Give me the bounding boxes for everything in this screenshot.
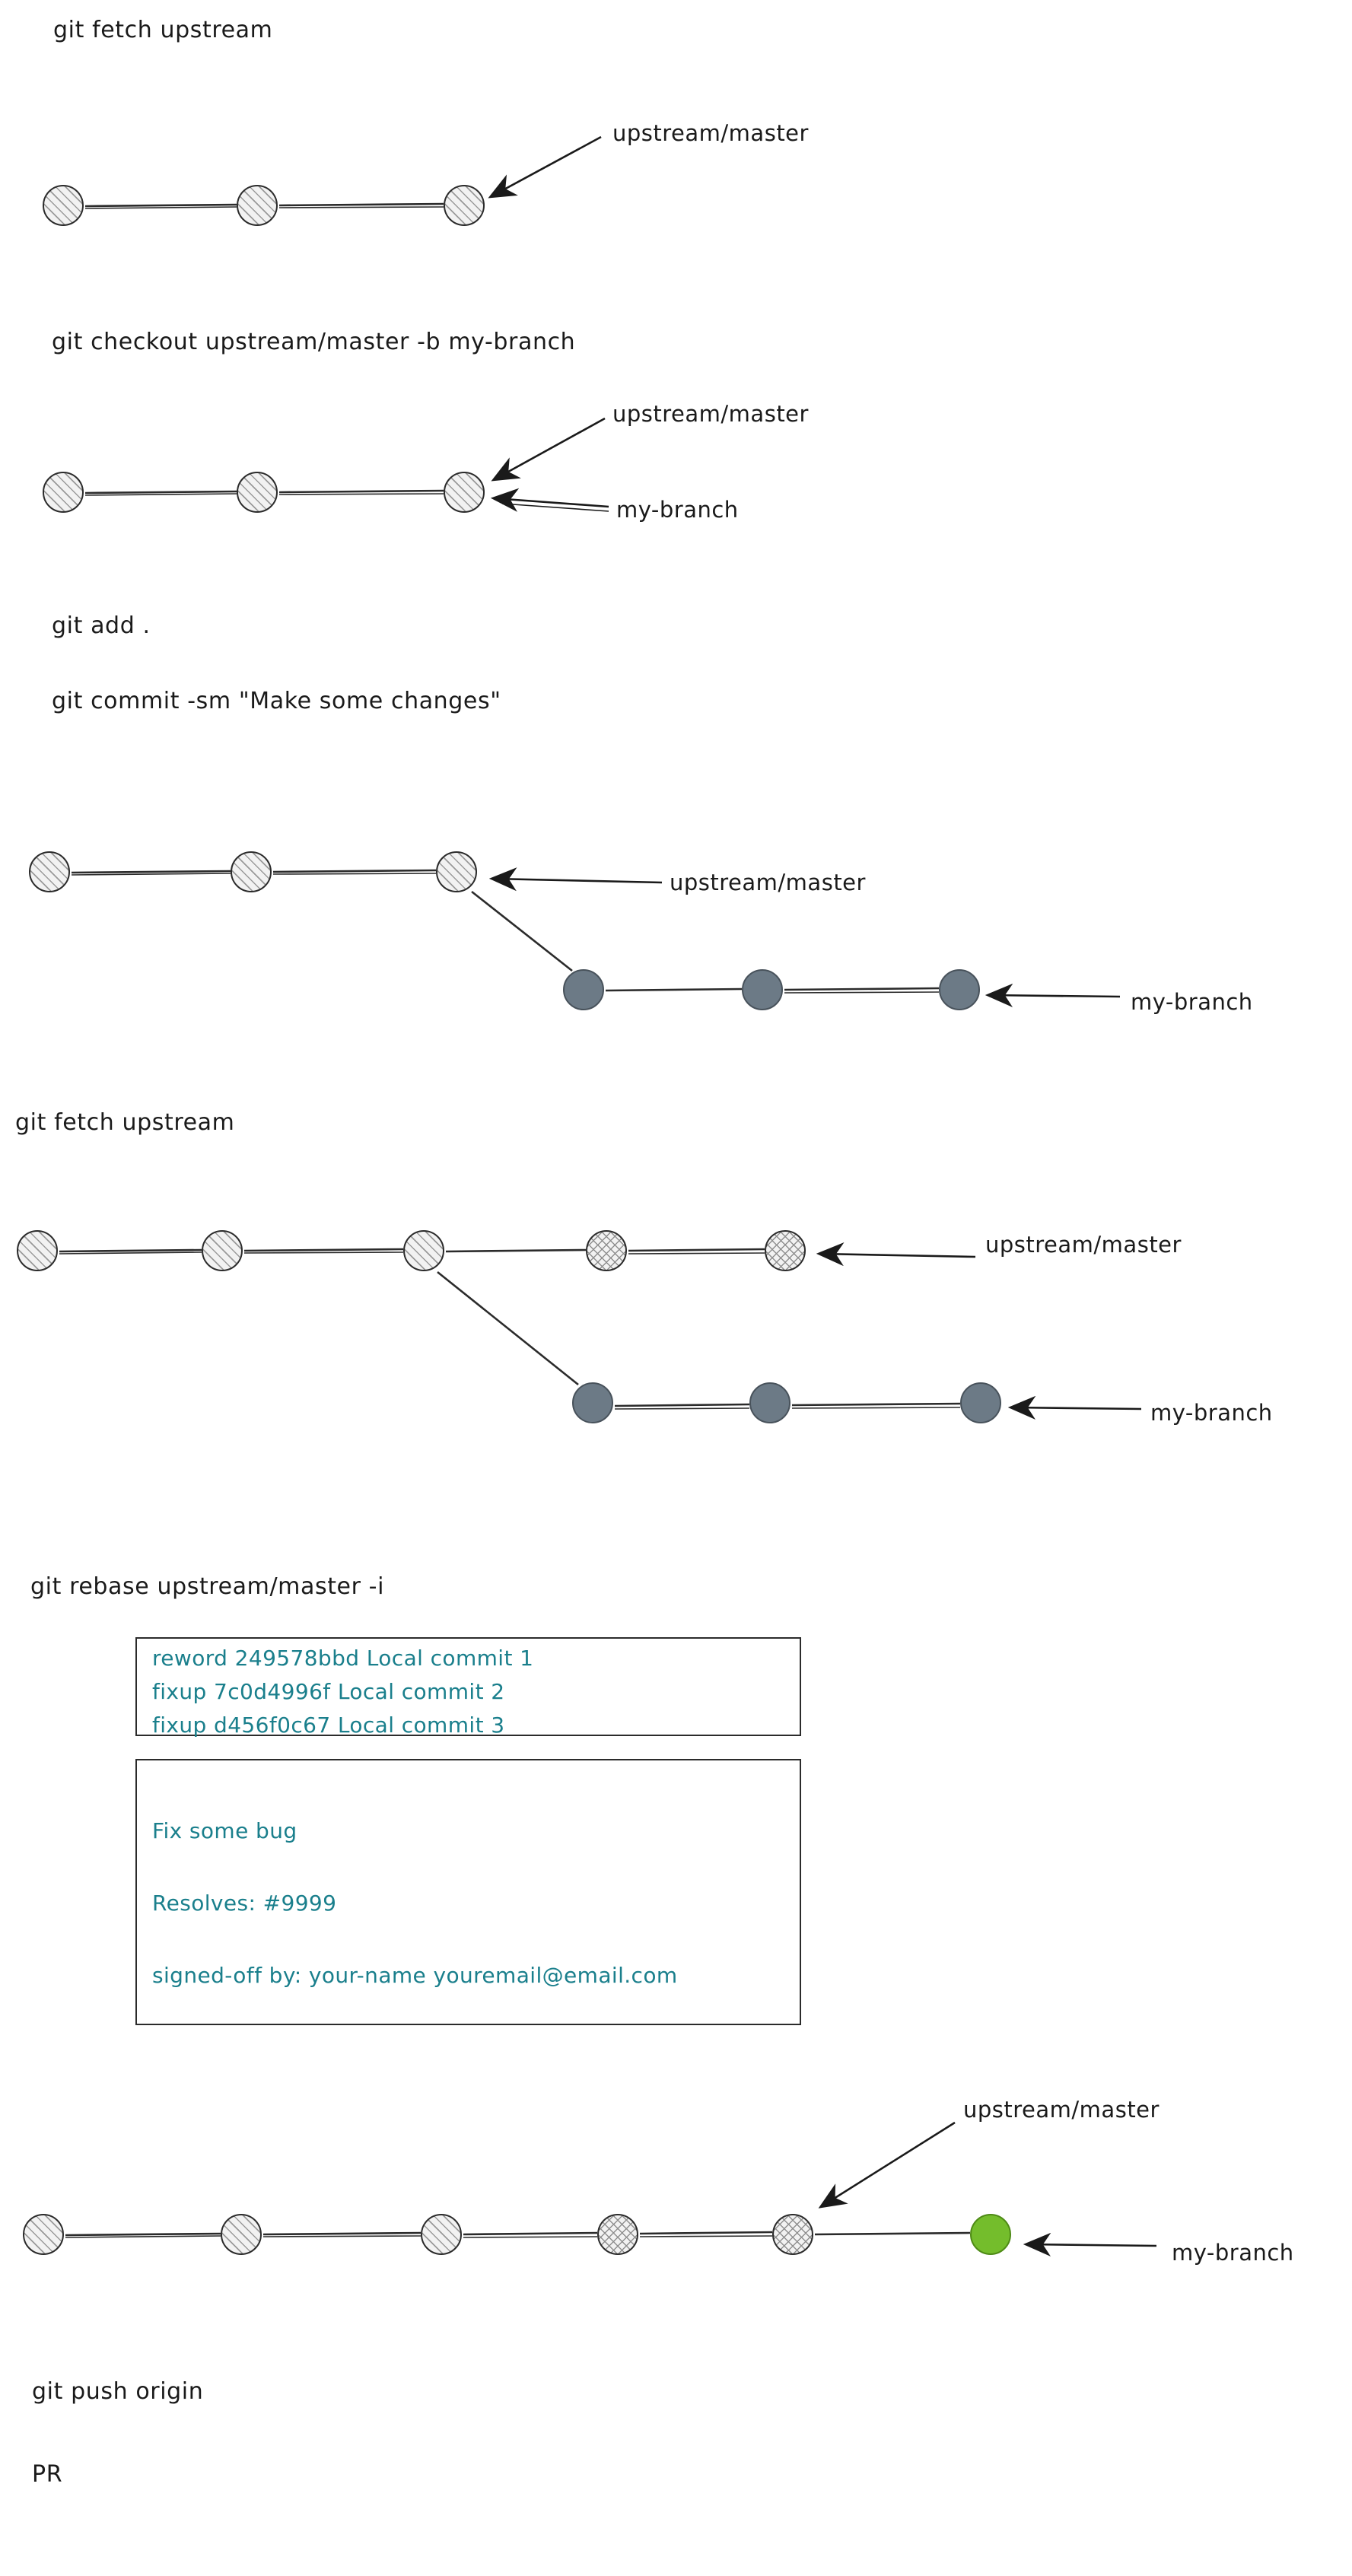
label-my-branch-2: my-branch (1131, 989, 1253, 1015)
commit-node-upstream (237, 185, 278, 226)
commit-node-upstream (421, 2214, 462, 2255)
label-upstream-master-4: upstream/master (985, 1232, 1182, 1258)
label-upstream-master-2: upstream/master (612, 401, 809, 427)
rebase-todo-line-3: fixup d456f0c67 Local commit 3 (152, 1713, 505, 1738)
command-git-commit: git commit -sm "Make some changes" (52, 688, 501, 714)
commit-message-resolves: Resolves: #9999 (152, 1891, 337, 1916)
commit-node-upstream (221, 2214, 262, 2255)
label-upstream-master-3: upstream/master (670, 870, 866, 895)
commit-node-fetched (586, 1230, 627, 1271)
row1-connectors (85, 137, 601, 208)
commit-node-fetched-head (765, 1230, 806, 1271)
command-git-add: git add . (52, 612, 151, 639)
label-upstream-master-5: upstream/master (963, 2097, 1160, 2123)
label-my-branch-1: my-branch (616, 497, 739, 523)
commit-node-local (749, 1382, 791, 1423)
command-git-rebase: git rebase upstream/master -i (30, 1573, 385, 1600)
commit-node-upstream (43, 472, 84, 513)
command-git-fetch-upstream-1: git fetch upstream (53, 17, 273, 43)
commit-node-local (572, 1382, 613, 1423)
commit-node-upstream-head (444, 472, 485, 513)
commit-node-upstream (231, 851, 272, 892)
commit-node-upstream (17, 1230, 58, 1271)
label-upstream-master-1: upstream/master (612, 120, 809, 146)
commit-node-local-head (960, 1382, 1001, 1423)
commit-node-rebased-head (970, 2214, 1011, 2255)
commit-message-signoff: signed-off by: your-name youremail@email.com (152, 1963, 678, 1988)
command-pull-request: PR (32, 2461, 63, 2488)
commit-node-upstream (237, 472, 278, 513)
command-git-checkout: git checkout upstream/master -b my-branch (52, 329, 576, 355)
commit-node-local-head (939, 969, 980, 1010)
commit-node-upstream (23, 2214, 64, 2255)
row2-connectors (85, 418, 609, 511)
commit-node-upstream (43, 185, 84, 226)
commit-message-subject: Fix some bug (152, 1818, 297, 1843)
commit-node-upstream-head (436, 851, 477, 892)
commit-node-upstream (403, 1230, 444, 1271)
rebase-todo-line-1: reword 249578bbd Local commit 1 (152, 1646, 534, 1671)
commit-node-local (563, 969, 604, 1010)
command-git-fetch-upstream-2: git fetch upstream (15, 1109, 235, 1136)
label-my-branch-4: my-branch (1172, 2240, 1294, 2266)
commit-node-upstream-head (444, 185, 485, 226)
commit-node-local (742, 969, 783, 1010)
commit-node-fetched-head (772, 2214, 813, 2255)
commit-node-fetched (597, 2214, 638, 2255)
commit-node-upstream (202, 1230, 243, 1271)
commit-node-upstream (29, 851, 70, 892)
command-git-push-origin: git push origin (32, 2378, 204, 2405)
rebase-todo-line-2: fixup 7c0d4996f Local commit 2 (152, 1679, 505, 1704)
label-my-branch-3: my-branch (1150, 1400, 1273, 1426)
